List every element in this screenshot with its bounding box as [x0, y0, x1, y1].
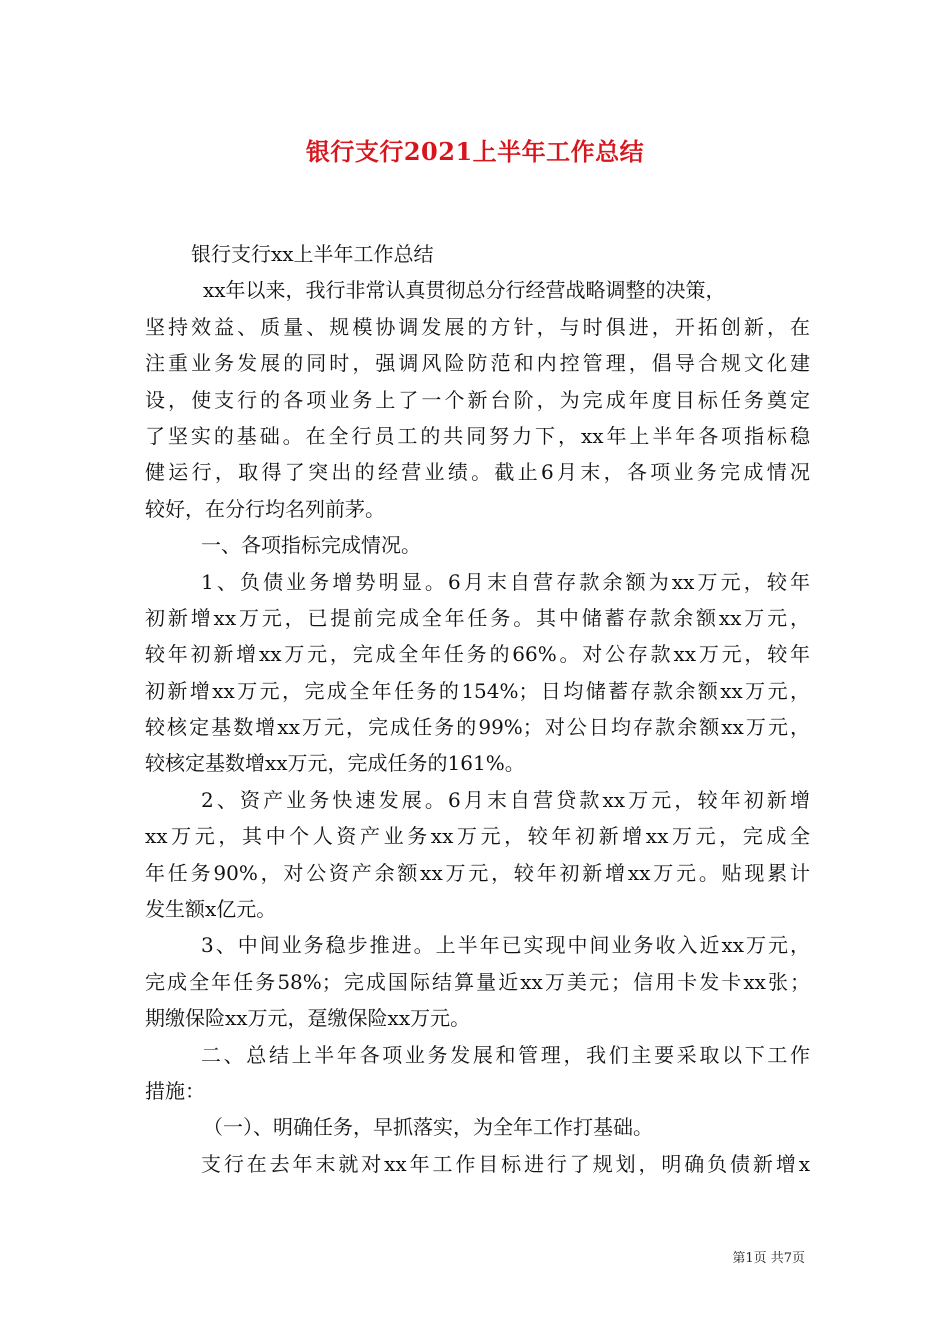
body-line: 年任务90%，对公资产余额xx万元，较年初新增xx万元。贴现累计 [145, 860, 810, 885]
body-line: 期缴保险xx万元，趸缴保险xx万元。 [145, 1006, 471, 1031]
body-line: 较核定基数增xx万元，完成任务的161%。 [145, 751, 525, 776]
body-line: 注重业务发展的同时，强调风险防范和内控管理，倡导合规文化建 [145, 351, 810, 376]
body-line: 初新增xx万元，完成全年任务的154%；日均储蓄存款余额xx万元， [145, 678, 810, 703]
document-title: 银行支行2021上半年工作总结 [305, 137, 645, 166]
body-line: 健运行，取得了突出的经营业绩。截止6月末，各项业务完成情况 [145, 460, 810, 485]
body-line: 发生额x亿元。 [145, 897, 277, 922]
body-line: 3、中间业务稳步推进。上半年已实现中间业务收入近xx万元， [201, 933, 810, 958]
section-heading: 一、各项指标完成情况。 [201, 533, 421, 558]
body-line: 较好，在分行均名列前茅。 [145, 496, 385, 521]
body-line: 设，使支行的各项业务上了一个新台阶，为完成年度目标任务奠定 [145, 387, 810, 412]
body-line: 较核定基数增xx万元，完成任务的99%；对公日均存款余额xx万元， [145, 715, 810, 740]
body-line: 完成全年任务58%；完成国际结算量近xx万美元；信用卡发卡xx张； [145, 969, 810, 994]
body-line: 1、负债业务增势明显。6月末自营存款余额为xx万元，较年 [201, 569, 810, 594]
body-line: 银行支行xx上半年工作总结 [191, 242, 434, 266]
body-line: 较年初新增xx万元，完成全年任务的66%。对公存款xx万元，较年 [145, 642, 810, 667]
body-line: 支行在去年末就对xx年工作目标进行了规划，明确负债新增x [201, 1151, 810, 1176]
body-line: 措施： [145, 1078, 205, 1103]
subsection-heading: （一）、明确任务，早抓落实，为全年工作打基础。 [203, 1115, 653, 1140]
body-line: 了坚实的基础。在全行员工的共同努力下，xx年上半年各项指标稳 [145, 423, 810, 448]
body-line: xx年以来，我行非常认真贯彻总分行经营战略调整的决策， [203, 278, 726, 303]
body-line: 初新增xx万元，已提前完成全年任务。其中储蓄存款余额xx万元， [145, 605, 810, 630]
document-body [145, 236, 810, 1182]
body-line: xx万元，其中个人资产业务xx万元，较年初新增xx万元，完成全 [145, 824, 810, 849]
body-line: 2、资产业务快速发展。6月末自营贷款xx万元，较年初新增 [201, 787, 810, 812]
page-number: 第1页 共7页 [732, 1251, 805, 1266]
section-heading: 二、总结上半年各项业务发展和管理，我们主要采取以下工作 [201, 1042, 810, 1067]
body-line: 坚持效益、质量、规模协调发展的方针，与时俱进，开拓创新，在 [145, 314, 810, 339]
